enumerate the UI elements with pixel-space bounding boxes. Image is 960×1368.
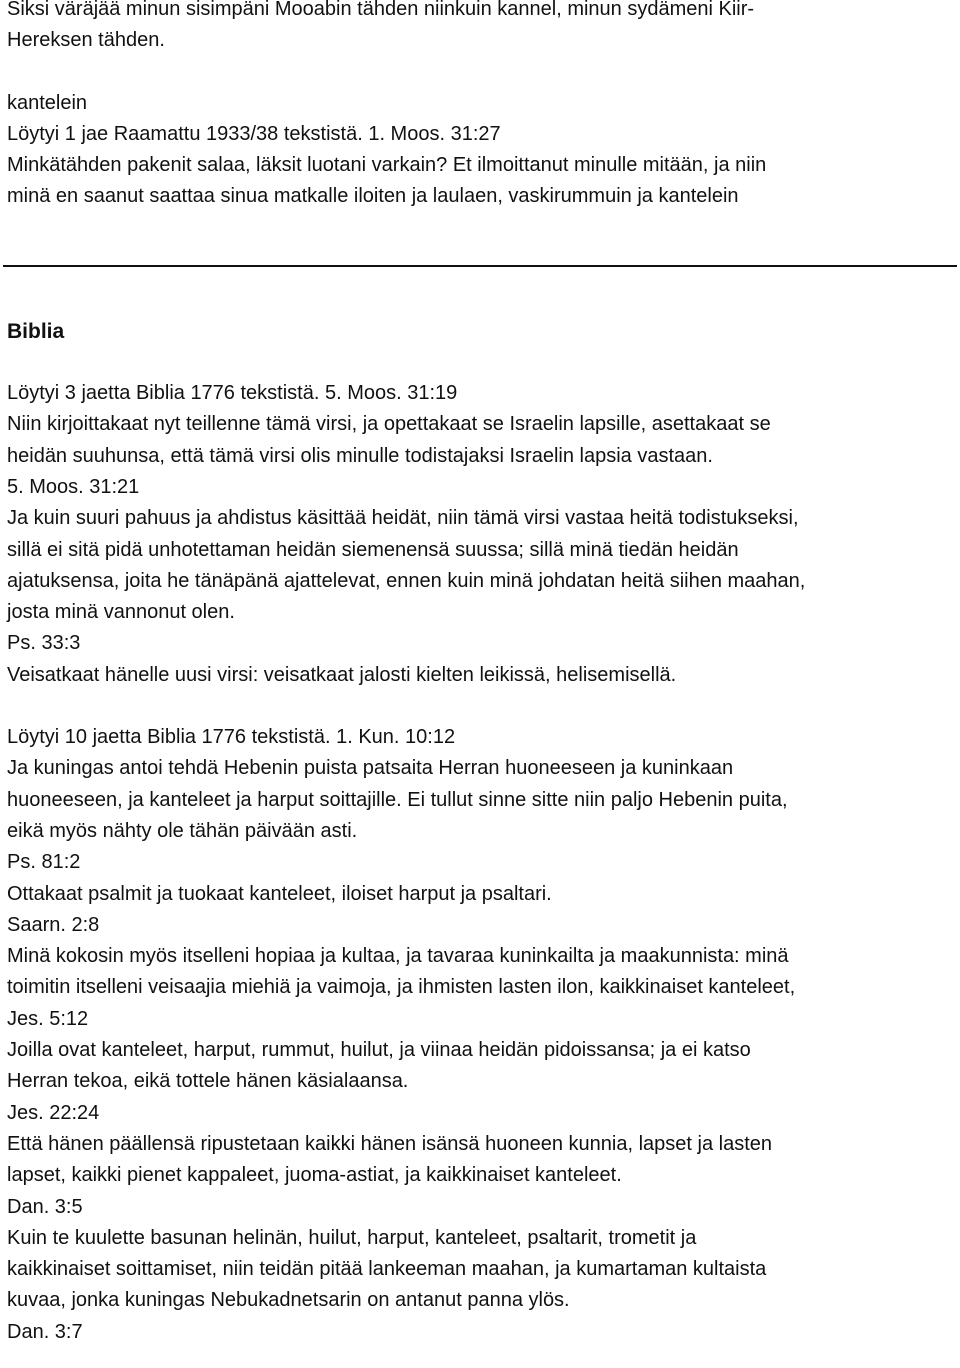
verse-text-line: Ottakaat psalmit ja tuokaat kanteleet, iloiset harput ja psaltari. xyxy=(7,882,552,905)
found-summary: Löytyi 3 jaetta Biblia 1776 tekstistä. 5. Moos. 31:19 xyxy=(7,382,458,405)
biblia-section xyxy=(7,316,955,1348)
verse-text-line: Herran tekoa, eikä tottele hänen käsialaansa. xyxy=(7,1070,409,1093)
verse-reference: Ps. 81:2 xyxy=(7,851,81,874)
spacer xyxy=(7,347,955,378)
verse-text-line: Että hänen päällensä ripustetaan kaikki hänen isänsä huoneen kunnia, lapset ja lasten xyxy=(7,1132,772,1155)
verse-text-line: Minkätähden pakenit salaa, läksit luotani varkain? Et ilmoittanut minulle mitään, ja niin xyxy=(7,154,767,177)
verse-reference: Jes. 5:12 xyxy=(7,1007,89,1030)
verse-text-line: Ja kuningas antoi tehdä Hebenin puista patsaita Herran huoneeseen ja kuninkaan xyxy=(7,757,734,780)
horizontal-divider xyxy=(3,265,957,267)
verse-reference: 5. Moos. 31:21 xyxy=(7,475,140,498)
spacer xyxy=(7,57,955,88)
kannel-results-tail xyxy=(7,0,955,57)
verse-text-line: Ja kuin suuri pahuus ja ahdistus käsittää heidät, niin tämä virsi vastaa heitä todistukseksi, xyxy=(7,507,799,530)
verse-text-line: huoneeseen, ja kanteleet ja harput soittajille. Ei tullut sinne sitte niin paljo Hebenin puita, xyxy=(7,788,788,811)
verse-text-line: Joilla ovat kanteleet, harput, rummut, huilut, ja viinaa heidän pidoissansa; ja ei katso xyxy=(7,1039,751,1062)
verse-text-line: ajatuksensa, joita he tänäpänä ajattelevat, ennen kuin minä johdatan heitä siihen maahan, xyxy=(7,569,806,592)
document-page xyxy=(7,0,955,1348)
spacer xyxy=(7,691,955,722)
verse-text-line: lapset, kaikki pienet kappaleet, juoma-astiat, ja kaikkinaiset kanteleet. xyxy=(7,1164,622,1187)
section-heading: Biblia xyxy=(7,319,65,343)
verse-text-line: Siksi väräjää minun sisimpäni Mooabin tähden niinkuin kannel, minun sydämeni Kiir- xyxy=(7,0,755,20)
verse-text-line: Hereksen tähden. xyxy=(7,29,165,52)
search-term: kantelein xyxy=(7,91,88,114)
verse-text-line: josta minä vannonut olen. xyxy=(7,601,235,624)
verse-text-line: Niin kirjoittakaat nyt teillenne tämä virsi, ja opettakaat se Israelin lapsille, asettakaat se xyxy=(7,413,771,436)
found-summary: Löytyi 10 jaetta Biblia 1776 tekstistä. 1. Kun. 10:12 xyxy=(7,726,456,749)
verse-text-line: heidän suuhunsa, että tämä virsi olis minulle todistajaksi Israelin lapsia vastaan. xyxy=(7,444,713,467)
verse-text-line: Veisatkaat hänelle uusi virsi: veisatkaat jalosti kielten leikissä, helisemisellä. xyxy=(7,663,677,686)
verse-reference: Ps. 33:3 xyxy=(7,632,81,655)
kantelein-results xyxy=(7,88,955,213)
verse-reference: Saarn. 2:8 xyxy=(7,913,100,936)
divider-container xyxy=(7,213,955,316)
verse-text-line: kuvaa, jonka kuningas Nebukadnetsarin on antanut panna ylös. xyxy=(7,1289,570,1312)
verse-text-line: toimitin itselleni veisaajia miehiä ja vaimoja, ja ihmisten lasten ilon, kaikkinaiset kanteleet, xyxy=(7,976,796,999)
verse-text-line: Kuin te kuulette basunan helinän, huilut, harput, kanteleet, psaltarit, trometit ja xyxy=(7,1226,697,1249)
verse-text-line: eikä myös nähty ole tähän päivään asti. xyxy=(7,819,358,842)
verse-reference: Dan. 3:7 xyxy=(7,1320,83,1343)
verse-text-line: Minä kokosin myös itselleni hopiaa ja kultaa, ja tavaraa kuninkailta ja maakunnista: minä xyxy=(7,945,789,968)
verse-reference: Jes. 22:24 xyxy=(7,1101,100,1124)
found-summary: Löytyi 1 jae Raamattu 1933/38 tekstistä. 1. Moos. 31:27 xyxy=(7,122,501,145)
verse-text-line: minä en saanut saattaa sinua matkalle iloiten ja laulaen, vaskirummuin ja kantelein xyxy=(7,185,739,208)
verse-text-line: kaikkinaiset soittamiset, niin teidän pitää lankeeman maahan, ja kumartaman kultaista xyxy=(7,1258,767,1281)
verse-reference: Dan. 3:5 xyxy=(7,1195,83,1218)
verse-text-line: sillä ei sitä pidä unhotettaman heidän siemenensä suussa; sillä minä tiedän heidän xyxy=(7,538,739,561)
